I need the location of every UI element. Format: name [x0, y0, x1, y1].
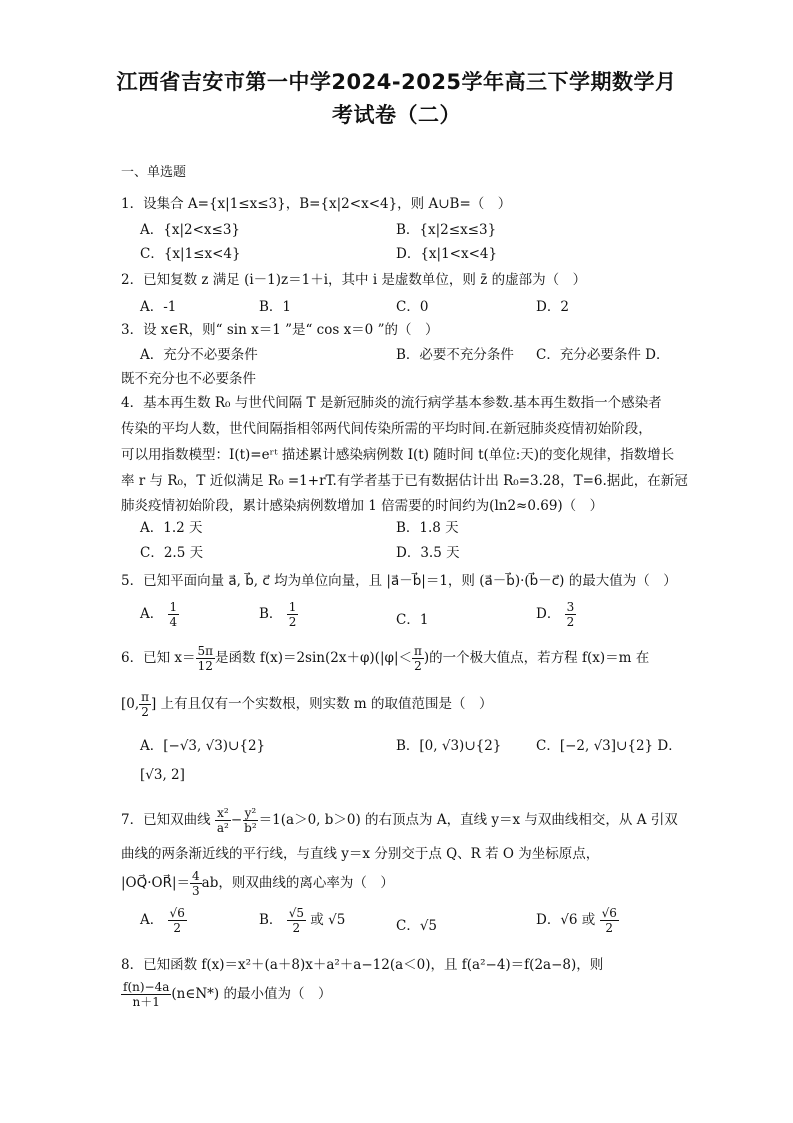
q7-option-b-label: B． — [259, 912, 283, 928]
q4-option-c: C．2.5 天 — [140, 545, 204, 561]
q7-option-a-label: A． — [140, 912, 164, 928]
q4-line-3: 可以用指数模型：I(t)=eʳᵗ 描述累计感染病例数 I(t) 随时间 t(单位:天)的变化规律，指数增长 — [121, 447, 675, 463]
fraction-denominator: b² — [244, 821, 257, 835]
q7-option-c: C．√5 — [396, 918, 438, 934]
q8-line-2 — [121, 980, 331, 1009]
q6-option-a: A．[−√3, √3)∪{2} — [140, 738, 266, 754]
q7-option-d-fraction — [600, 906, 619, 935]
fraction-numerator: √6 — [601, 906, 617, 920]
q6-line2-fraction — [139, 690, 151, 719]
q6-pre: 6．已知 x＝ — [121, 650, 196, 666]
q8-fraction — [121, 980, 171, 1009]
q7-minus: − — [230, 812, 243, 828]
fraction-denominator: 3 — [192, 884, 200, 898]
q3-option-b: B．必要不充分条件 — [396, 347, 514, 363]
q8-line2-post: (n∈N*) 的最小值为（ ） — [171, 986, 332, 1002]
fraction-numerator: f(n)−4a — [123, 980, 170, 994]
q5-option-d — [536, 600, 576, 629]
fraction-denominator: 2 — [173, 921, 181, 935]
fraction-numerator: √5 — [288, 906, 304, 920]
fraction-numerator: π — [141, 690, 150, 704]
q4-option-a: A．1.2 天 — [140, 520, 203, 536]
q3-option-a: A．充分不必要条件 — [140, 347, 258, 363]
fraction-numerator: 3 — [566, 600, 575, 614]
fraction-numerator: 1 — [288, 600, 297, 614]
q6-line2-post: ] 上有且仅有一个实数根，则实数 m 的取值范围是（ ） — [151, 696, 493, 712]
q6-option-b: B．[0, √3)∪{2} — [396, 738, 502, 754]
q6-line-2 — [121, 690, 493, 719]
q1-option-d: D．{x|1<x<4} — [396, 246, 498, 262]
q2-option-c: C．0 — [396, 299, 429, 315]
q3-stem: 3．设 x∈R，则“ sin x＝1 ”是“ cos x＝0 ”的（ ） — [121, 322, 439, 338]
q7-option-a — [140, 906, 187, 935]
fraction-denominator: 2 — [292, 921, 301, 935]
fraction-numerator: 4 — [192, 869, 200, 883]
title-line-2: 考试卷（二） — [332, 103, 461, 127]
q6-phi-fraction — [412, 644, 424, 673]
q7-option-b-fraction — [287, 906, 306, 935]
q7-line3-fraction — [190, 869, 202, 898]
q5-option-d-label: D． — [536, 606, 561, 622]
q5-option-a-fraction — [168, 600, 180, 629]
q7-line-2: 曲线的两条渐近线的平行线，与直线 y＝x 分别交于点 Q、R 若 O 为坐标原点， — [121, 846, 600, 862]
q2-option-a: A．-1 — [140, 299, 177, 315]
q7-x-fraction — [215, 806, 231, 835]
q7-post: ＝1(a＞0, b＞0) 的右顶点为 A，直线 y＝x 与双曲线相交，从 A 引双 — [258, 812, 678, 828]
q6-line-1 — [121, 644, 649, 673]
q2-stem: 2．已知复数 z 满足 (i－1)z＝1＋i，其中 i 是虚数单位，则 z̄ 的虚部为（ ） — [121, 272, 587, 288]
q4-option-b: B．1.8 天 — [396, 520, 459, 536]
section-heading: 一、单选题 — [121, 165, 187, 180]
q4-line-1: 4．基本再生数 R₀ 与世代间隔 T 是新冠肺炎的流行病学基本参数.基本再生数指一个感染者 — [121, 395, 662, 411]
q3-option-d: 既不充分也不必要条件 — [121, 371, 256, 387]
q5-option-b — [259, 600, 298, 629]
fraction-denominator: 2 — [288, 615, 297, 629]
q6-post: )的一个极大值点，若方程 f(x)＝m 在 — [423, 650, 650, 666]
q6-line2-pre: [0, — [121, 696, 140, 712]
q1-option-a: A．{x|2<x≤3} — [140, 222, 241, 238]
q5-option-c: C．1 — [396, 612, 429, 628]
fraction-denominator: 2 — [566, 615, 575, 629]
fraction-numerator: y² — [244, 806, 257, 820]
fraction-denominator: a² — [216, 821, 229, 835]
q5-stem: 5．已知平面向量 a⃗, b⃗, c⃗ 均为单位向量，且 |a⃗－b⃗|＝1，则 (a⃗－b⃗)·(b⃗－c⃗) 的最大值为（ ） — [121, 573, 677, 589]
q7-option-b — [259, 906, 345, 935]
q7-y-fraction — [242, 806, 259, 835]
q4-line-5: 肺炎疫情初始阶段，累计感染病例数增加 1 倍需要的时间约为(ln2≈0.69)（ ） — [121, 498, 604, 514]
q3-option-c: C．充分必要条件 D． — [536, 347, 670, 363]
q2-option-d: D．2 — [536, 299, 569, 315]
q7-option-d-label: D．√6 或 — [536, 912, 596, 928]
q6-option-d: [√3, 2] — [140, 767, 185, 783]
q5-option-a-label: A． — [140, 606, 164, 622]
fraction-denominator: 2 — [605, 921, 614, 935]
q6-mid: 是函数 f(x)＝2sin(2x＋φ)(|φ|＜ — [215, 650, 413, 666]
fraction-denominator: 2 — [414, 659, 422, 673]
fraction-denominator: 4 — [169, 615, 178, 629]
q8-stem: 8．已知函数 f(x)＝x²＋(a＋8)x＋a²＋a−12(a＜0)，且 f(a²−4)＝f(2a−8)，则 — [121, 957, 604, 973]
q7-line3-post: ab，则双曲线的离心率为（ ） — [201, 875, 394, 891]
q5-option-d-fraction — [565, 600, 577, 629]
q4-option-d: D．3.5 天 — [396, 545, 460, 561]
fraction-numerator: 5π — [197, 644, 214, 658]
q4-line-4: 率 r 与 R₀，T 近似满足 R₀ =1+rT.有学者基于已有数据估计出 R₀=3.28，T=6.据此，在新冠 — [121, 473, 688, 489]
q6-option-c: C．[−2, √3]∪{2} D． — [536, 738, 682, 754]
fraction-denominator: n＋1 — [132, 995, 160, 1009]
q7-line3-pre: |OQ⃗·OR⃗|＝ — [121, 875, 191, 891]
q5-option-a — [140, 600, 179, 629]
fraction-denominator: 12 — [197, 659, 213, 673]
q1-option-c: C．{x|1≤x<4} — [140, 246, 241, 262]
q5-option-b-fraction — [287, 600, 299, 629]
q7-line-1 — [121, 806, 678, 835]
q4-line-2: 传染的平均人数，世代间隔指相邻两代间传染所需的平均时间.在新冠肺炎疫情初始阶段， — [121, 421, 652, 437]
q1-stem: 1．设集合 A={x|1≤x≤3}，B={x|2<x<4}，则 A∪B=（ ） — [121, 196, 512, 212]
q7-option-b-tail: 或 √5 — [310, 912, 346, 928]
q7-line-3 — [121, 869, 394, 898]
q2-option-b: B．1 — [259, 299, 292, 315]
q5-option-b-label: B． — [259, 606, 283, 622]
fraction-numerator: √6 — [169, 906, 185, 920]
q7-option-d — [536, 906, 619, 935]
fraction-numerator: π — [414, 644, 422, 658]
title-line-1: 江西省吉安市第一中学2024-2025学年高三下学期数学月 — [116, 70, 677, 94]
fraction-numerator: x² — [217, 806, 229, 820]
q6-x-fraction — [196, 644, 216, 673]
q7-pre: 7．已知双曲线 — [121, 812, 215, 828]
q1-option-b: B．{x|2≤x≤3} — [396, 222, 497, 238]
q7-option-a-fraction — [168, 906, 187, 935]
fraction-numerator: 1 — [169, 600, 178, 614]
fraction-denominator: 2 — [141, 705, 149, 719]
